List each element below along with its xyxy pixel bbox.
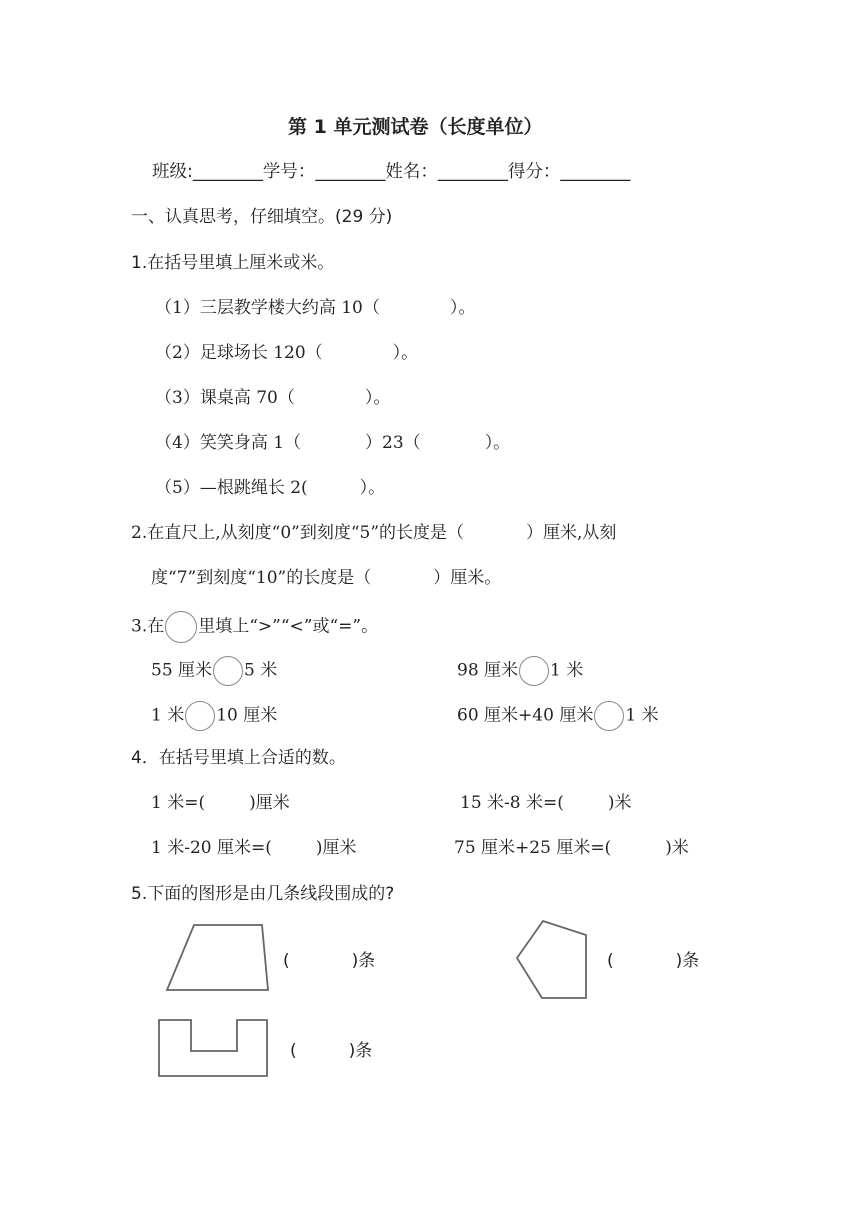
q3-item-1 <box>151 656 277 686</box>
q1-item-4-post: ）。 <box>484 433 511 453</box>
question-2-line-1 <box>131 521 616 545</box>
q1-item-4 <box>155 431 510 455</box>
q5-answer-1 <box>283 949 375 973</box>
q3-item-3-left: 1 米 <box>151 705 185 726</box>
q3-item-4 <box>457 701 659 731</box>
compare-circle-2[interactable] <box>519 656 549 686</box>
q3-prompt-post: 里填上“>”“<”或“=”。 <box>198 616 379 637</box>
q3-item-2 <box>457 656 583 686</box>
q3-prompt-pre: 3.在 <box>131 616 165 637</box>
q1-item-5-post: ）。 <box>359 478 386 498</box>
q5-answer-2-post: )条 <box>675 951 700 971</box>
q2-line1-post: ）厘米,从刻 <box>526 523 617 543</box>
q4-item-3 <box>151 836 357 860</box>
u-shape <box>155 1015 275 1085</box>
q3-item-4-left: 60 厘米+40 厘米 <box>457 705 594 726</box>
q1-item-4-pre: （4）笑笑身高 1（ <box>155 433 302 453</box>
compare-circle-icon <box>165 611 197 643</box>
q2-line2-pre: 度“7”到刻度“10”的长度是（ <box>151 568 372 588</box>
q4-item-2-pre: 15 米-8 米=( <box>460 793 564 813</box>
q4-item-1-post: )厘米 <box>249 793 290 813</box>
q4-item-1 <box>151 791 290 815</box>
q5-answer-3 <box>290 1039 372 1063</box>
compare-circle-1[interactable] <box>213 656 243 686</box>
q4-item-2-post: )米 <box>607 793 632 813</box>
question-5-prompt: 5.下面的图形是由几条线段围成的? <box>131 884 395 904</box>
question-2-line-2 <box>151 566 501 590</box>
pentagon-shape <box>510 915 600 1007</box>
q4-item-3-pre: 1 米-20 厘米=( <box>151 838 272 858</box>
compare-circle-3[interactable] <box>185 701 215 731</box>
q1-item-3 <box>155 386 390 410</box>
q4-item-4-post: )米 <box>665 838 689 858</box>
q5-answer-2-pre: ( <box>607 951 614 971</box>
q1-item-2-pre: （2）足球场长 120（ <box>155 343 323 363</box>
q1-item-1-post: ）。 <box>449 298 476 318</box>
page-title: 第 1 单元测试卷（长度单位） <box>288 116 543 138</box>
q1-item-1-pre: （1）三层教学楼大约高 10（ <box>155 298 380 318</box>
q3-item-1-right: 5 米 <box>244 660 278 681</box>
q1-item-2-post: ）。 <box>392 343 419 363</box>
q1-item-4-mid: ）23（ <box>365 433 421 453</box>
q1-item-2 <box>155 341 418 365</box>
q5-answer-3-post: )条 <box>348 1041 373 1061</box>
q1-item-1 <box>155 296 475 320</box>
q3-item-1-left: 55 厘米 <box>151 660 213 681</box>
q3-item-2-right: 1 米 <box>550 660 584 681</box>
question-1-prompt: 1.在括号里填上厘米或米。 <box>131 253 335 273</box>
compare-circle-4[interactable] <box>594 701 624 731</box>
student-info-line: 班级:________学号：________姓名：________得分：________ <box>152 162 631 182</box>
q1-item-3-pre: （3）课桌高 70（ <box>155 388 295 408</box>
q4-item-1-pre: 1 米=( <box>151 793 206 813</box>
section-heading: 一、认真思考，仔细填空。(29 分) <box>131 207 393 227</box>
q4-item-4-pre: 75 厘米+25 厘米=( <box>454 838 612 858</box>
q5-answer-3-pre: ( <box>290 1041 297 1061</box>
q4-item-4 <box>454 836 689 860</box>
q5-answer-2 <box>607 949 699 973</box>
question-3-prompt <box>131 611 378 643</box>
q3-item-3-right: 10 厘米 <box>216 705 278 726</box>
q4-item-2 <box>460 791 632 815</box>
q1-item-5 <box>155 476 385 500</box>
trapezoid-shape <box>160 920 280 1000</box>
q1-item-5-pre: （5）—根跳绳长 2( <box>155 478 308 498</box>
q5-answer-1-pre: ( <box>283 951 290 971</box>
q5-answer-1-post: )条 <box>351 951 376 971</box>
q4-item-3-post: )厘米 <box>315 838 357 858</box>
q2-line1-pre: 2.在直尺上,从刻度“0”到刻度“5”的长度是（ <box>131 523 465 543</box>
q1-item-3-post: ）。 <box>364 388 391 408</box>
q3-item-4-right: 1 米 <box>625 705 659 726</box>
q3-item-3 <box>151 701 277 731</box>
q2-line2-post: ）厘米。 <box>433 568 502 588</box>
question-4-prompt: 4．在括号里填上合适的数。 <box>131 748 346 768</box>
q3-item-2-left: 98 厘米 <box>457 660 519 681</box>
